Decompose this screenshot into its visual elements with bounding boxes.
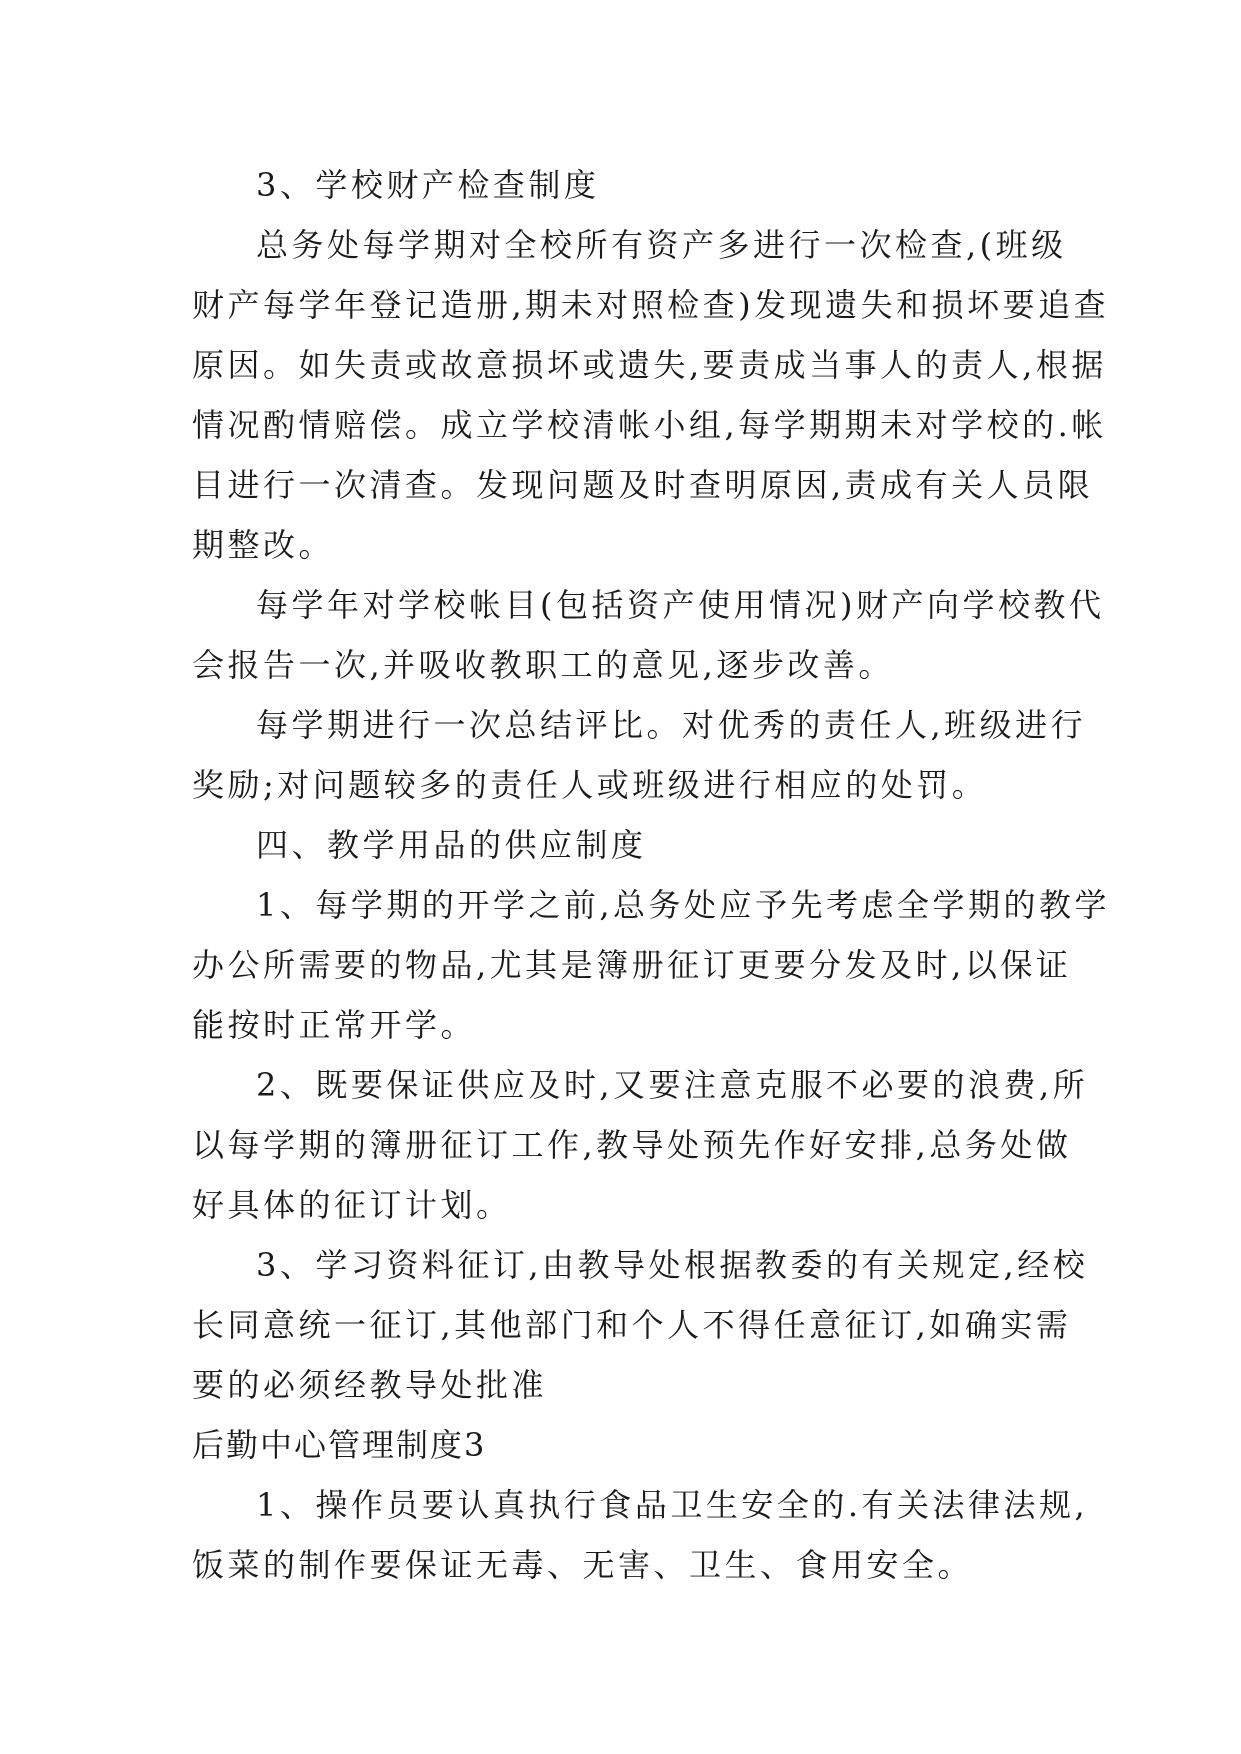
paragraph-line: 奖励;对问题较多的责任人或班级进行相应的处罚。 [192, 766, 988, 804]
paragraph-line: 好具体的征订计划。 [192, 1186, 512, 1224]
paragraph-line: 每学年对学校帐目(包括资产使用情况)财产向学校教代 [256, 586, 1105, 624]
paragraph-line: 饭菜的制作要保证无毒、无害、卫生、食用安全。 [192, 1546, 974, 1584]
paragraph-line: 1、每学期的开学之前,总务处应予先考虑全学期的教学 [256, 886, 1111, 924]
paragraph-line: 以每学期的簿册征订工作,教导处预先作好安排,总务处做 [192, 1126, 1072, 1164]
paragraph-line: 要的必须经教导处批准 [192, 1366, 548, 1404]
paragraph-line: 财产每学年登记造册,期未对照检查)发现遗失和损坏要追查 [192, 286, 1110, 324]
paragraph-line: 总务处每学期对全校所有资产多进行一次检查,(班级 [256, 226, 1067, 264]
paragraph-line: 会报告一次,并吸收教职工的意见,逐步改善。 [192, 646, 894, 684]
paragraph-line: 目进行一次清查。发现问题及时查明原因,责成有关人员限 [192, 466, 1094, 504]
paragraph-line: 能按时正常开学。 [192, 1006, 477, 1044]
section-heading: 3、学校财产检查制度 [256, 166, 600, 204]
paragraph-line: 原因。如失责或故意损坏或遗失,要责成当事人的责人,根据 [192, 346, 1107, 384]
paragraph-line: 长同意统一征订,其他部门和个人不得任意征订,如确实需 [192, 1306, 1072, 1344]
paragraph-line: 情况酌情赔偿。成立学校清帐小组,每学期期未对学校的.帐 [192, 406, 1107, 444]
paragraph-line: 3、学习资料征订,由教导处根据教委的有关规定,经校 [256, 1246, 1089, 1284]
paragraph-line: 期整改。 [192, 526, 335, 564]
document-title: 后勤中心管理制度3 [192, 1426, 487, 1464]
paragraph-line: 每学期进行一次总结评比。对优秀的责任人,班级进行 [256, 706, 1087, 744]
section-heading: 四、教学用品的供应制度 [256, 826, 647, 864]
paragraph-line: 2、既要保证供应及时,又要注意克服不必要的浪费,所 [256, 1066, 1089, 1104]
paragraph-line: 办公所需要的物品,尤其是簿册征订更要分发及时,以保证 [192, 946, 1072, 984]
paragraph-line: 1、操作员要认真执行食品卫生安全的.有关法律法规, [256, 1486, 1089, 1524]
